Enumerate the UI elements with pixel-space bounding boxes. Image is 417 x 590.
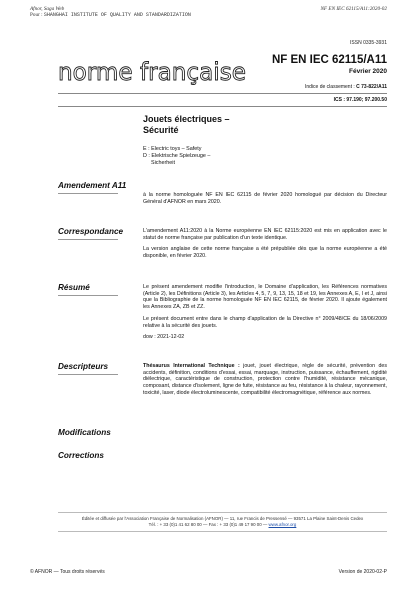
header-divider [58, 93, 387, 94]
resume-text [143, 284, 387, 346]
document-title [143, 114, 230, 136]
thesaurus-label: Thésaurus International Technique : [143, 363, 240, 369]
translation-de: D : Elektrische Spielzeuge – [143, 153, 211, 159]
afnor-website-link[interactable]: www.afnor.org [268, 521, 297, 527]
translation-de-cont: Sicherheit [151, 160, 175, 166]
amendement-text [143, 192, 387, 210]
title-line-2: Sécurité [143, 125, 179, 135]
title-line-1: Jouets électriques – [143, 114, 230, 124]
footer-divider [58, 512, 387, 513]
amendement-paragraph: à la norme homologuée NF EN IEC 62115 de février 2020 homologué par décision du Directeur Général d'AFNOR en mars 2020. [143, 192, 387, 205]
header-publisher [30, 6, 191, 19]
issn: ISSN 0335-3931 [350, 40, 387, 46]
section-label-correspondance: Correspondance [58, 227, 124, 236]
resume-dow: dow : 2021-12-02 [143, 334, 185, 341]
title-translations [143, 146, 210, 167]
footer-divider-bottom [58, 531, 387, 532]
copyright: © AFNOR — Tous droits réservés [30, 569, 105, 575]
correspondance-text [143, 228, 387, 265]
classification-index [305, 84, 387, 90]
correspondance-paragraph-1: L'amendement A11:2020 à la Norme européenne EN IEC 62115:2020 est mis en application avec le statut de norme française par publication d'un texte identique. [143, 228, 387, 241]
classification-value: C 73-822/A11 [356, 84, 387, 90]
section-underline [58, 295, 118, 296]
ics-code: ICS : 97.190; 97.200.50 [333, 97, 387, 103]
resume-paragraph-1: Le présent amendement modifie l'introduction, le Domaine d'application, les Références normatives (Article 2), les Définitions (Article 3), les Articles 4, 5, 7, 9, 13, 15, 18 et 19, les Annexes A, E, I et J, ainsi que la Bibliographie de la norme homologuée NF EN IEC 62115, de février 2020. Il ajoute également les Annexes ZA, ZB et ZZ. [143, 284, 387, 311]
norme-francaise-logo [58, 58, 248, 86]
section-label-descripteurs: Descripteurs [58, 362, 109, 371]
publisher-address: Éditée et diffusée par l'Association Française de Normalisation (AFNOR) — 11, rue Francis de Pressensé — 93571 La Plaine Saint-Denis Cedex [81, 516, 364, 521]
logo-text: norme française [58, 58, 246, 86]
classification-label: Indice de classement : [305, 84, 355, 90]
section-underline [58, 239, 118, 240]
section-label-modifications: Modifications [58, 428, 111, 437]
descripteurs-keywords: jouet, jouet électrique, règle de sécurité, prévention des accidents, définition, conditions d'essai, essai, marquage, instruction, puissance, échauffement, rigidité diélectrique, caractéristique de construction, protection contre l'humidité, résistance mécanique, composant, distance d'isolement, ligne de fuite, résistance au feu, résistance à la chaleur, rayonnement, toxicité, laser, diode électroluminescente, compatibilité électromagnétique, référence aux normes. [143, 363, 387, 396]
publisher-contact: Tél. : + 33 (0)1 41 62 80 00 — Fax : + 33 (0)1 49 17 90 00 — [148, 521, 268, 527]
standard-date: Février 2020 [349, 68, 387, 75]
header-reference: NF EN IEC 62115/A11:2020-02 [320, 6, 387, 12]
publisher-info [58, 516, 387, 527]
resume-paragraph-2: Le présent document entre dans le champ d'application de la Directive n° 2009/48/CE du 18/06/2009 relative à la sécurité des jouets. [143, 315, 387, 329]
descripteurs-text [143, 363, 387, 402]
section-label-amendement: Amendement A11 [58, 181, 127, 190]
header-pour-label: Pour : [30, 12, 43, 19]
section-underline [58, 193, 118, 194]
standard-code: NF EN IEC 62115/A11 [271, 54, 387, 66]
translation-en: E : Electric toys – Safety [143, 146, 202, 152]
correspondance-paragraph-2: La version anglaise de cette norme française a été prépubliée dès que la norme européenne a été disponible, en février 2020. [143, 246, 387, 260]
header-client: SHANGHAI INSTITUTE OF QUALITY AND STANDARDIZATION [43, 12, 191, 19]
ics-divider [58, 106, 387, 107]
section-underline [58, 374, 118, 375]
header-source: Afnor, Saga Web [30, 6, 65, 12]
section-label-corrections: Corrections [58, 451, 104, 460]
version: Version de 2020-02-P [338, 569, 387, 575]
section-label-resume: Résumé [58, 283, 90, 292]
